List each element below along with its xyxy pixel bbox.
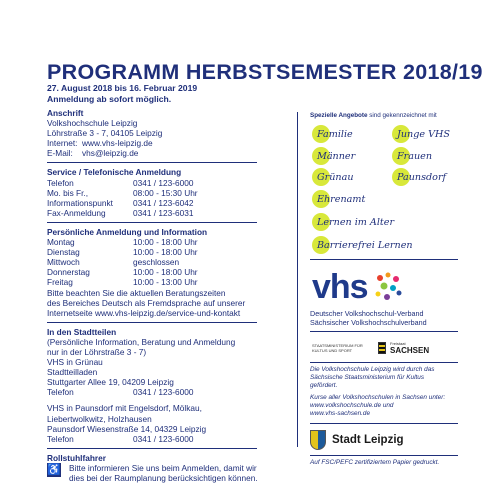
page-title: PROGRAMM HERBSTSEMESTER 2018/19 — [47, 60, 483, 84]
smk-logo — [312, 339, 432, 357]
tag-junge-vhs — [394, 125, 450, 143]
row-label: Informationspunkt — [47, 197, 113, 208]
divider — [310, 331, 458, 332]
districts-line: VHS in Paunsdorf mit Engelsdorf, Mölkau, — [47, 403, 202, 414]
stadt-leipzig-label: Stadt Leipzig — [332, 434, 404, 446]
courses-line: Kurse aller Volkshochschulen in Sachsen unter: — [310, 394, 446, 401]
freistaat-label: Freistaat — [390, 340, 406, 346]
wheelchair-text: dies bei der Raumplanung berücksichtigen können. — [69, 473, 258, 483]
row-value: 0341 / 123-6000 — [133, 433, 194, 444]
row-value: 10:00 - 18:00 Uhr — [133, 237, 198, 248]
districts-section — [47, 327, 297, 444]
special-offers-bold: Spezielle Angebote — [310, 112, 368, 119]
row-label: Telefon — [47, 433, 74, 444]
row-value: 0341 / 123-6031 — [133, 207, 194, 218]
paunsdorf-phone — [47, 434, 297, 444]
hours-note-link[interactable]: Internetseite www.vhs-leipzig.de/service-und-kontakt — [47, 307, 241, 318]
address-section — [47, 108, 297, 158]
divider — [310, 455, 458, 456]
row-label: Freitag — [47, 277, 73, 288]
tag-label: Barrierefrei Lernen — [317, 239, 413, 251]
registration-note: Anmeldung ab sofort möglich. — [47, 94, 172, 104]
association-dvv: Deutscher Volkshochschul-Verband — [310, 309, 424, 318]
special-offers-label — [310, 112, 460, 119]
vhs-logo-dots-icon — [372, 270, 404, 302]
courses-link[interactable]: www.volkshochschule.de und — [310, 402, 394, 409]
association-svv: Sächsischer Volkshochschulverband — [310, 318, 427, 327]
hours-heading: Persönliche Anmeldung und Information — [47, 226, 208, 237]
saxony-crest-icon — [378, 342, 386, 354]
row-label: Telefon — [47, 387, 74, 398]
districts-line: Stadtteilladen — [47, 367, 98, 378]
row-label: Donnerstag — [47, 267, 90, 278]
row-value: geschlossen — [133, 257, 180, 268]
date-range: 27. August 2018 bis 16. Februar 2019 — [47, 83, 198, 93]
row-value: 0341 / 123-6042 — [133, 197, 194, 208]
districts-line: (Persönliche Information, Beratung und Anmeldung — [47, 336, 236, 347]
hours-row — [47, 257, 297, 267]
row-label: Mittwoch — [47, 257, 80, 268]
wheelchair-section — [47, 453, 297, 483]
tag-label: Junge VHS — [397, 128, 450, 140]
service-row — [47, 188, 297, 198]
hours-section — [47, 227, 297, 318]
stadt-leipzig-logo — [310, 430, 404, 450]
divider — [47, 448, 257, 449]
funding-line: Sächsische Staatsministerium für Kultus — [310, 374, 425, 381]
row-value: 10:00 - 13:00 Uhr — [133, 277, 198, 288]
row-value: 0341 / 123-6000 — [133, 177, 194, 188]
association-names — [310, 309, 427, 327]
courses-note — [310, 394, 458, 418]
row-value: 0341 / 123-6000 — [133, 387, 194, 398]
wheelchair-text: Bitte informieren Sie uns beim Anmelden, damit wir — [69, 462, 257, 473]
hours-note: Bitte beachten Sie die aktuellen Beratungszeiten — [47, 287, 226, 298]
tag-label: Grünau — [317, 171, 354, 183]
divider — [310, 259, 458, 260]
districts-line: VHS in Grünau — [47, 357, 103, 368]
tag-gruenau — [314, 168, 354, 186]
districts-line: nur in der Löhrstraße 3 - 7) — [47, 346, 147, 357]
tag-lernen-im-alter — [314, 213, 394, 231]
vhs-logo: vhs — [312, 268, 368, 306]
districts-heading: In den Stadtteilen — [47, 326, 117, 337]
hours-row — [47, 247, 297, 257]
address-line: Löhrstraße 3 - 7, 04105 Leipzig — [47, 128, 163, 139]
tag-label: Familie — [317, 128, 353, 140]
sachsen-label: SACHSEN — [390, 345, 430, 355]
wheelchair-icon: ♿ — [47, 463, 61, 476]
tag-barrierefrei — [314, 236, 413, 254]
paunsdorf-address: Paunsdorf Wiesenstraße 14, 04329 Leipzig — [47, 423, 207, 434]
address-line: Volkshochschule Leipzig — [47, 118, 138, 129]
hours-row — [47, 237, 297, 247]
gruenau-address: Stuttgarter Allee 19, 04209 Leipzig — [47, 377, 174, 388]
hours-row — [47, 277, 297, 287]
service-row — [47, 208, 297, 218]
divider — [47, 322, 257, 323]
special-offers-rest: sind gekennzeichnet mit — [367, 112, 437, 119]
tag-label: Paunsdorf — [397, 171, 447, 183]
divider — [47, 222, 257, 223]
row-value: 08:00 - 15:30 Uhr — [133, 187, 198, 198]
row-value: 10:00 - 18:00 Uhr — [133, 247, 198, 258]
row-label: Fax-Anmeldung — [47, 207, 106, 218]
service-row — [47, 178, 297, 188]
tag-ehrenamt — [314, 190, 365, 208]
email-line[interactable]: E-Mail: vhs@leipzig.de — [47, 148, 139, 159]
service-heading: Service / Telefonische Anmeldung — [47, 167, 182, 178]
tag-frauen — [394, 147, 432, 165]
courses-link[interactable]: www.vhs-sachsen.de — [310, 410, 371, 417]
tag-maenner — [314, 147, 355, 165]
tag-label: Ehrenamt — [317, 193, 366, 205]
row-label: Dienstag — [47, 247, 80, 258]
tag-label: Frauen — [397, 150, 432, 162]
service-row — [47, 198, 297, 208]
hours-row — [47, 267, 297, 277]
tag-label: Lernen im Alter — [317, 216, 395, 228]
row-label: Mo. bis Fr., — [47, 187, 89, 198]
smk-name: STAATSMINISTERIUM FÜR KULTUS UND SPORT — [312, 343, 363, 353]
hours-note: des Bereiches Deutsch als Fremdsprache auf unserer — [47, 297, 246, 308]
semester-dates — [47, 83, 297, 105]
tag-label: Männer — [317, 150, 356, 162]
gruenau-phone — [47, 387, 297, 397]
contact-column — [47, 108, 297, 486]
divider — [310, 362, 458, 363]
paper-note: Auf FSC/PEFC zertifiziertem Papier gedruckt. — [310, 459, 440, 466]
leipzig-coat-of-arms-icon — [310, 430, 326, 450]
funding-line: Die Volkshochschule Leipzig wird durch das — [310, 366, 435, 373]
address-heading: Anschrift — [47, 108, 84, 118]
website-line[interactable]: Internet: www.vhs-leipzig.de — [47, 138, 153, 149]
tag-familie — [314, 125, 353, 143]
row-label: Montag — [47, 237, 75, 248]
funding-note — [310, 366, 458, 390]
wheelchair-heading: Rollstuhlfahrer — [47, 452, 107, 463]
row-value: 10:00 - 18:00 Uhr — [133, 267, 198, 278]
service-section — [47, 167, 297, 217]
column-divider — [297, 112, 298, 447]
divider — [310, 423, 458, 424]
row-label: Telefon — [47, 177, 74, 188]
tag-paunsdorf — [394, 168, 446, 186]
funding-line: gefördert. — [310, 382, 338, 389]
divider — [47, 162, 257, 163]
districts-line: Liebertwolkwitz, Holzhausen — [47, 413, 152, 424]
